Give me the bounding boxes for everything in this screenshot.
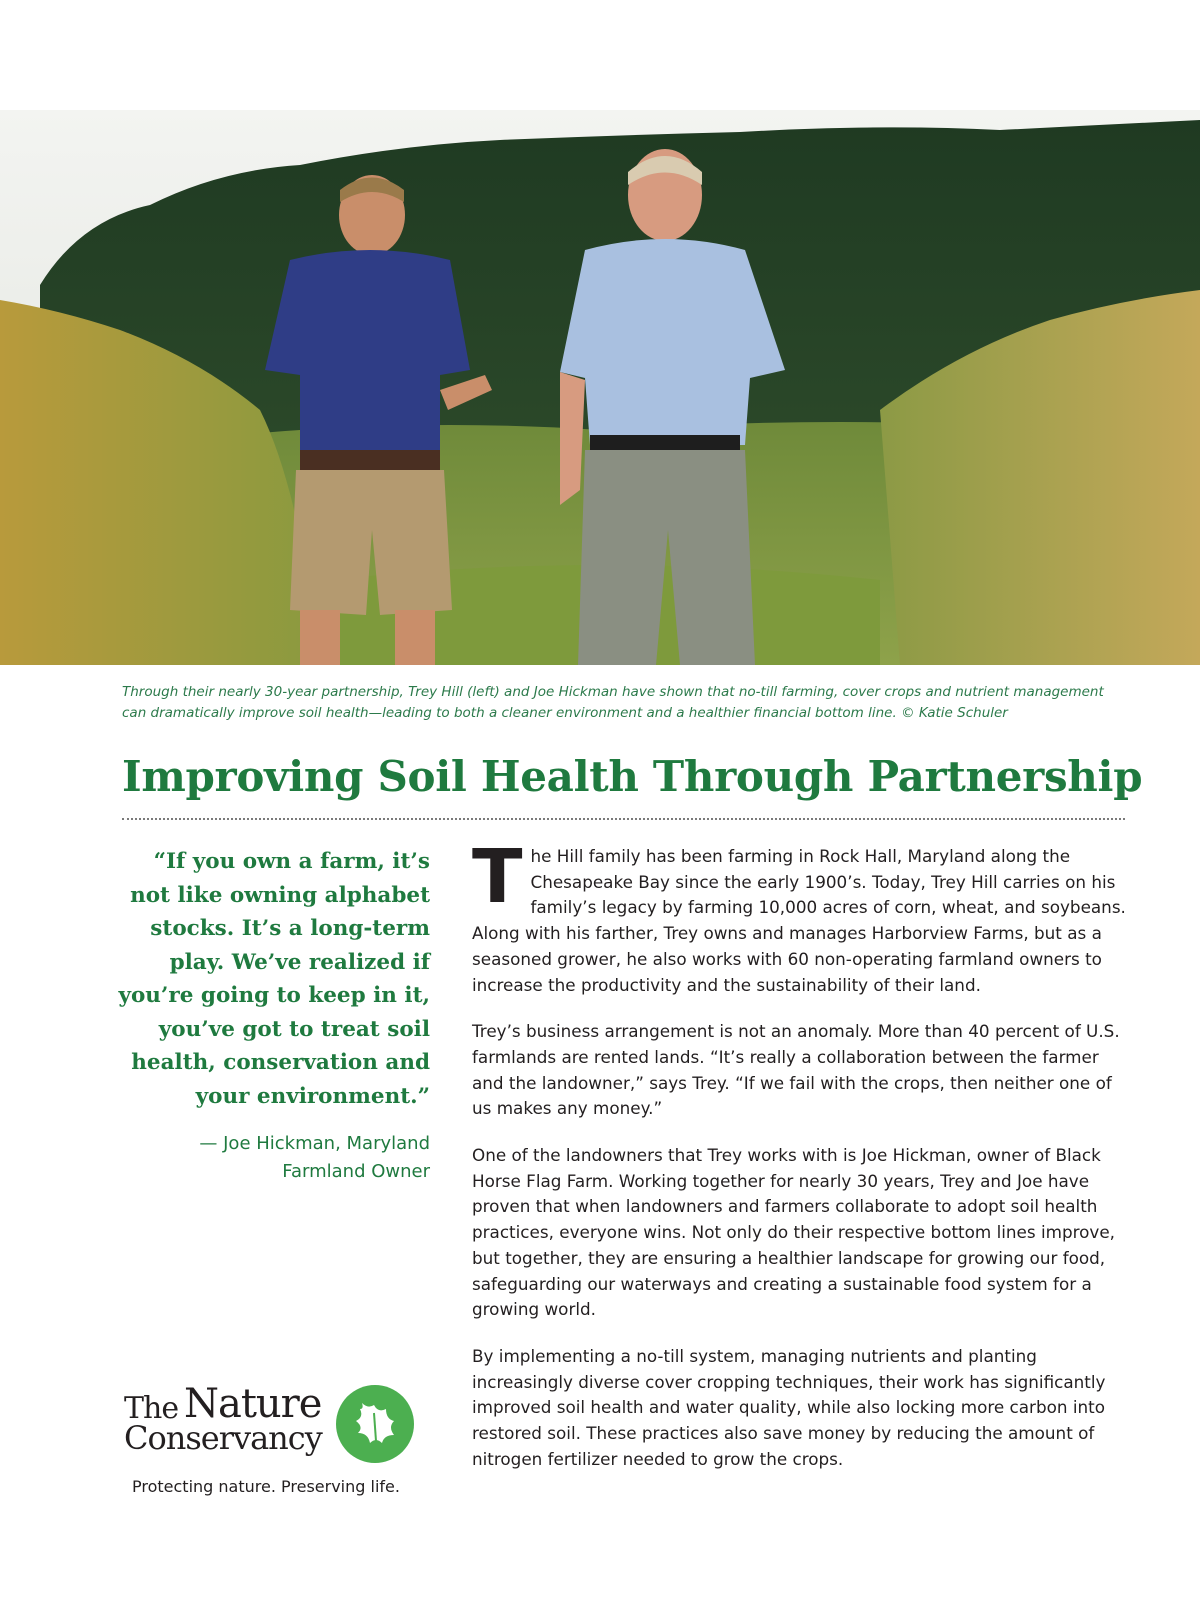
- logo-word-the: The: [124, 1391, 179, 1426]
- drop-cap: T: [472, 834, 523, 920]
- dotted-divider: [122, 818, 1125, 820]
- logo-word-nature: Nature: [184, 1381, 322, 1427]
- hero-photo: [0, 110, 1200, 665]
- paragraph-text: he Hill family has been farming in Rock Hall, Maryland along the Chesapeake Bay since the early 1900’s. Today, Trey Hill carries on his family’s legacy by farming 10,000 acres of corn, wheat, and soybeans. Along with his farther, Trey owns and manages Harborview Farms, but as a seasoned grower, he also works with 60 non-operating farmland owners to increase the productivity and the sustainability of their land.: [472, 846, 1126, 995]
- body-paragraph: Trey’s business arrangement is not an anomaly. More than 40 percent of U.S. farmlands are rented lands. “It’s really a collaboration between the farmer and the landowner,” says Trey. “If we fail with the crops, then neither one of us makes any money.”: [472, 1021, 1120, 1119]
- photo-caption: Through their nearly 30-year partnership, Trey Hill (left) and Joe Hickman have shown that no-till farming, cover crops and nutrient management can dramatically improve soil health—leading to both a cleaner environment and a healthier financial bottom line. © Katie Schuler: [122, 684, 1104, 721]
- pull-quote: “If you own a farm, it’s not like owning alphabet stocks. It’s a long-term play. We’ve realized if you’re going to keep in it, you’ve got to treat soil health, conservation and your environment.”: [118, 849, 430, 1109]
- logo-tagline: Protecting nature. Preserving life.: [132, 1477, 400, 1496]
- body-paragraph: [472, 834, 1127, 998]
- article-body: [472, 834, 1127, 1493]
- body-paragraph: One of the landowners that Trey works with is Joe Hickman, owner of Black Horse Flag Farm. Working together for nearly 30 years, Trey and Joe have proven that when landowners and farmers collaborate to adopt soil health practices, everyone wins. Not only do their respective bottom lines improve, but together, they are ensuring a healthier landscape for growing our food, safeguarding our waterways and creating a sustainable food system for a growing world.: [472, 1145, 1115, 1320]
- article-headline: Improving Soil Health Through Partnership: [122, 752, 1143, 801]
- body-paragraph: By implementing a no-till system, managing nutrients and planting increasingly diverse cover cropping techniques, their work has significantly improved soil health and water quality, while also locking more carbon into restored soil. These practices also save money by reducing the amount of nitrogen fertilizer needed to grow the crops.: [472, 1345, 1106, 1469]
- quote-attribution: — Joe Hickman, Maryland Farmland Owner: [199, 1133, 430, 1182]
- logo-word-conservancy: Conservancy: [124, 1419, 322, 1457]
- nature-conservancy-logo: [122, 1381, 422, 1496]
- oak-leaf-globe-icon: [334, 1383, 416, 1465]
